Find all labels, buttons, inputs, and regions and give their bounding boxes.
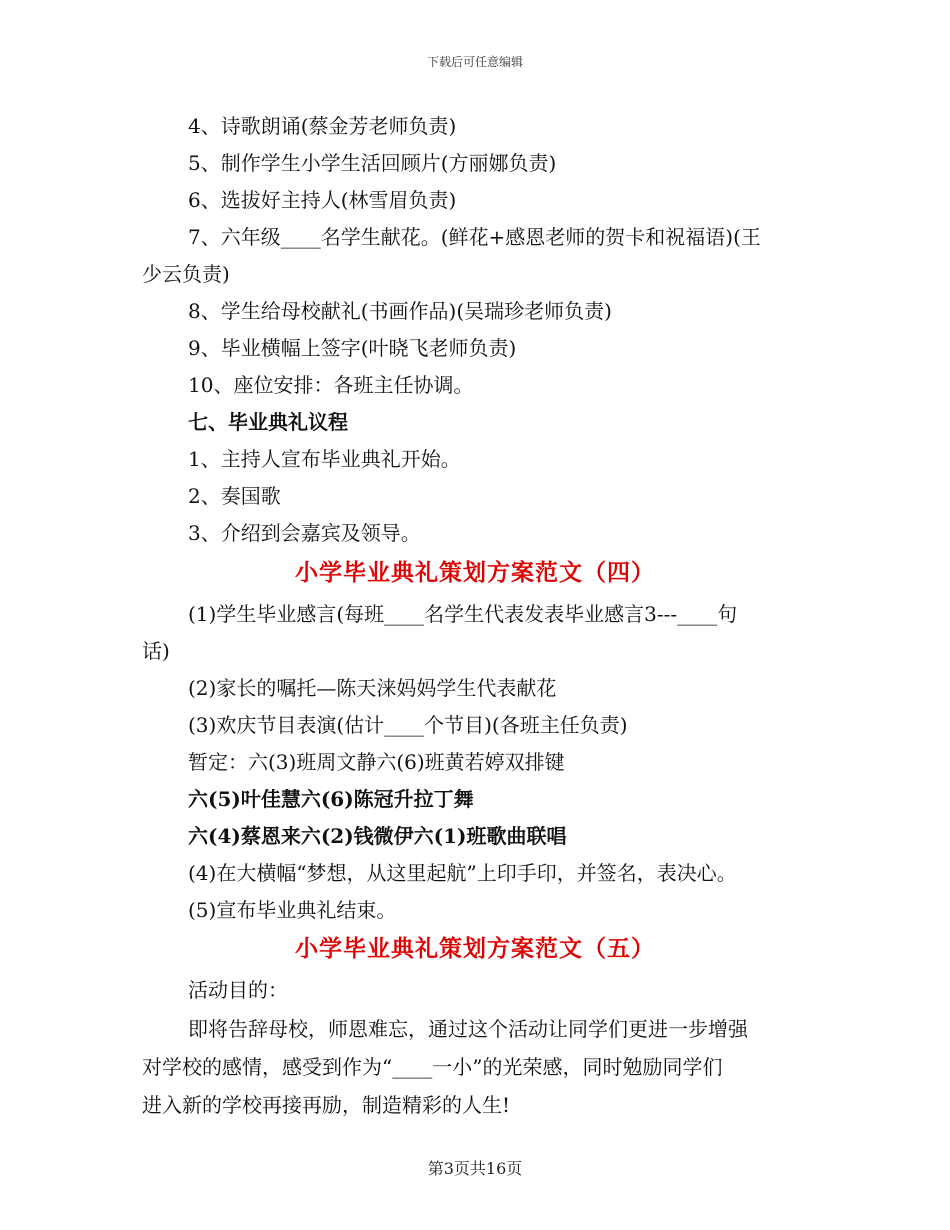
- goal-paragraph-line-1: 即将告辞母校，师恩难忘，通过这个活动让同学们更进一步增强: [188, 1017, 748, 1041]
- list-item-flowers-cont: 少云负责): [142, 262, 230, 286]
- program-item-3-dance: 六(5)叶佳慧六(6)陈冠升拉丁舞: [188, 787, 474, 811]
- list-item-video: 5、制作学生小学生活回顾片(方丽娜负责): [188, 151, 557, 175]
- program-item-1: (1)学生毕业感言(每班____名学生代表发表毕业感言3---____句: [188, 602, 738, 626]
- header-note: 下载后可任意编辑: [426, 55, 523, 69]
- goal-paragraph-line-2: 对学校的感情，感受到作为“____一小”的光荣感，同时勉励同学们: [142, 1055, 723, 1079]
- program-item-3-song: 六(4)蔡恩来六(2)钱微伊六(1)班歌曲联唱: [188, 824, 567, 848]
- program-item-2: (2)家长的嘱托—陈天涞妈妈学生代表献花: [188, 676, 557, 700]
- agenda-item-1: 1、主持人宣布毕业典礼开始。: [188, 447, 461, 471]
- list-item-flowers: 7、六年级____名学生献花。(鲜花+感恩老师的贺卡和祝福语)(王: [188, 225, 761, 249]
- goal-label: 活动目的：: [188, 978, 288, 1002]
- section-heading-agenda: 七、毕业典礼议程: [188, 410, 348, 434]
- page-number: 第3页共16页: [427, 1159, 523, 1178]
- program-item-3-tentative: 暂定：六(3)班周文静六(6)班黄若婷双排键: [188, 750, 565, 774]
- goal-paragraph-line-3: 进入新的学校再接再励，制造精彩的人生!: [142, 1093, 511, 1117]
- list-item-banner: 9、毕业横幅上签字(叶晓飞老师负责): [188, 336, 517, 360]
- list-item-poetry: 4、诗歌朗诵(蔡金芳老师负责): [188, 114, 457, 138]
- program-item-5: (5)宣布毕业典礼结束。: [188, 898, 397, 922]
- section-title-5: 小学毕业典礼策划方案范文（五）: [295, 935, 655, 962]
- list-item-host: 6、选拔好主持人(林雪眉负责): [188, 188, 457, 212]
- agenda-item-3: 3、介绍到会嘉宾及领导。: [188, 521, 421, 545]
- program-item-4: (4)在大横幅“梦想，从这里起航”上印手印，并签名，表决心。: [188, 861, 737, 885]
- program-item-3: (3)欢庆节目表演(估计____个节目)(各班主任负责): [188, 713, 628, 737]
- list-item-gift: 8、学生给母校献礼(书画作品)(吴瑞珍老师负责): [188, 299, 612, 323]
- program-item-1-cont: 话): [142, 639, 170, 663]
- agenda-item-2: 2、奏国歌: [188, 484, 281, 508]
- list-item-seating: 10、座位安排：各班主任协调。: [188, 373, 474, 397]
- section-title-4: 小学毕业典礼策划方案范文（四）: [295, 559, 655, 586]
